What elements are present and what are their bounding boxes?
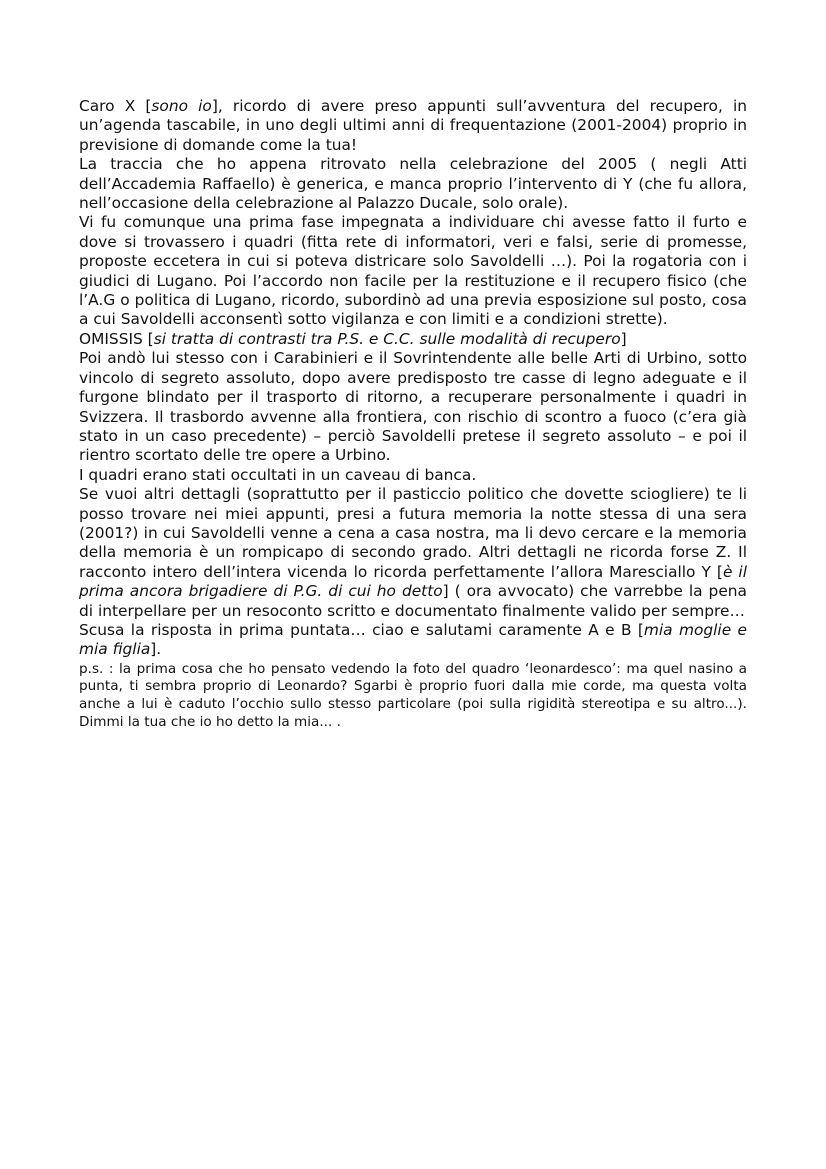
paragraph-first-phase: Vi fu comunque una prima fase impegnata a individuare chi avesse fatto il furto e dove si trovassero i quadri (fitta rete di informatori, veri e falsi, serie di promesse, proposte eccetera in cui si poteva districare solo Savoldelli …). Poi la rogatoria con i giudici di Lugano. Poi l’accordo non facile per la restituzione e il recupero fisico (che l’A.G o politica di Lugano, ricordo, subordinò ad una previa esposizione sul posto, cosa a cui Savoldelli acconsentì sotto vigilanza e con limiti e a condizioni strette). <box>79 213 747 329</box>
text-segment: ] <box>620 329 627 348</box>
paragraph-greeting <box>79 97 747 155</box>
text-segment: ], ricordo di avere preso appunti sull’avventura del recupero, in un’agenda tascabile, in uno degli ultimi anni di frequentazione (2001-2004) proprio in previsione di domande come la tua! <box>79 97 747 154</box>
text-segment: Caro X [ <box>79 97 152 115</box>
text-segment: ]. <box>150 640 162 659</box>
text-segment: Se vuoi altri dettagli (soprattutto per il pasticcio politico che dovette sciogliere) te li posso trovare nei miei appunti, presi a futura memoria la notte stessa di una sera (2001?) in cui Savoldelli venne a cena a casa nostra, ma li devo cercare e la memoria della memoria è un rompicapo di secondo grado. Altri dettagli ne ricorda forse Z. Il racconto intero dell’intera vicenda lo ricorda perfettamente l’allora Maresciallo Y [ <box>79 485 747 581</box>
italic-note: è il prima ancora brigadiere di P.G. di cui ho detto <box>79 562 747 601</box>
paragraph-recovery: Poi andò lui stesso con i Carabinieri e il Sovrintendente alle belle Arti di Urbino, sotto vincolo di segreto assoluto, dopo avere predisposto tre casse di legno adeguate e il furgone blindato per il trasporto di ritorno, a recuperare personalmente i quadri in Svizzera. Il trasbordo avvenne alla frontiera, con rischio di scontro a fuoco (c’era già stato in un caso precedente) – perciò Savoldelli pretese il segreto assoluto – e poi il rientro scortato delle tre opere a Urbino. <box>79 349 747 465</box>
paragraph-trace: La traccia che ho appena ritrovato nella celebrazione del 2005 ( negli Atti dell’Accademia Raffaello) è generica, e manca proprio l’intervento di Y (che fu allora, nell’occasione della celebrazione al Palazzo Ducale, solo orale). <box>79 155 747 213</box>
letter-body <box>79 97 747 731</box>
italic-note: sono io <box>151 97 212 115</box>
paragraph-caveau: I quadri erano stati occultati in un caveau di banca. <box>79 465 477 484</box>
italic-note: si tratta di contrasti tra P.S. e C.C. sulle modalità di recupero <box>153 329 621 348</box>
postscript: p.s. : la prima cosa che ho pensato vedendo la foto del quadro ‘leonardesco’: ma quel nasino a punta, ti sembra proprio di Leonardo? Sgarbi è proprio fuori dalla mie corde, ma questa volta anche a lui è caduto l’occhio sullo stesso particolare (poi sulla rigidità stereotipa e su altro...). Dimmi la tua che io ho detto la mia... . <box>79 660 747 730</box>
text-segment: OMISSIS [ <box>79 329 154 348</box>
paragraph-closing <box>79 621 747 660</box>
paragraph-omissis <box>79 330 747 349</box>
italic-note: mia moglie e mia figlia <box>79 620 747 659</box>
text-segment: ] ( ora avvocato) che varrebbe la pena di interpellare per un resoconto scritto e documentato finalmente valido per sempre… <box>79 582 747 620</box>
paragraph-details <box>79 485 747 621</box>
text-segment: Scusa la risposta in prima puntata… ciao e salutami caramente A e B [ <box>79 620 644 639</box>
